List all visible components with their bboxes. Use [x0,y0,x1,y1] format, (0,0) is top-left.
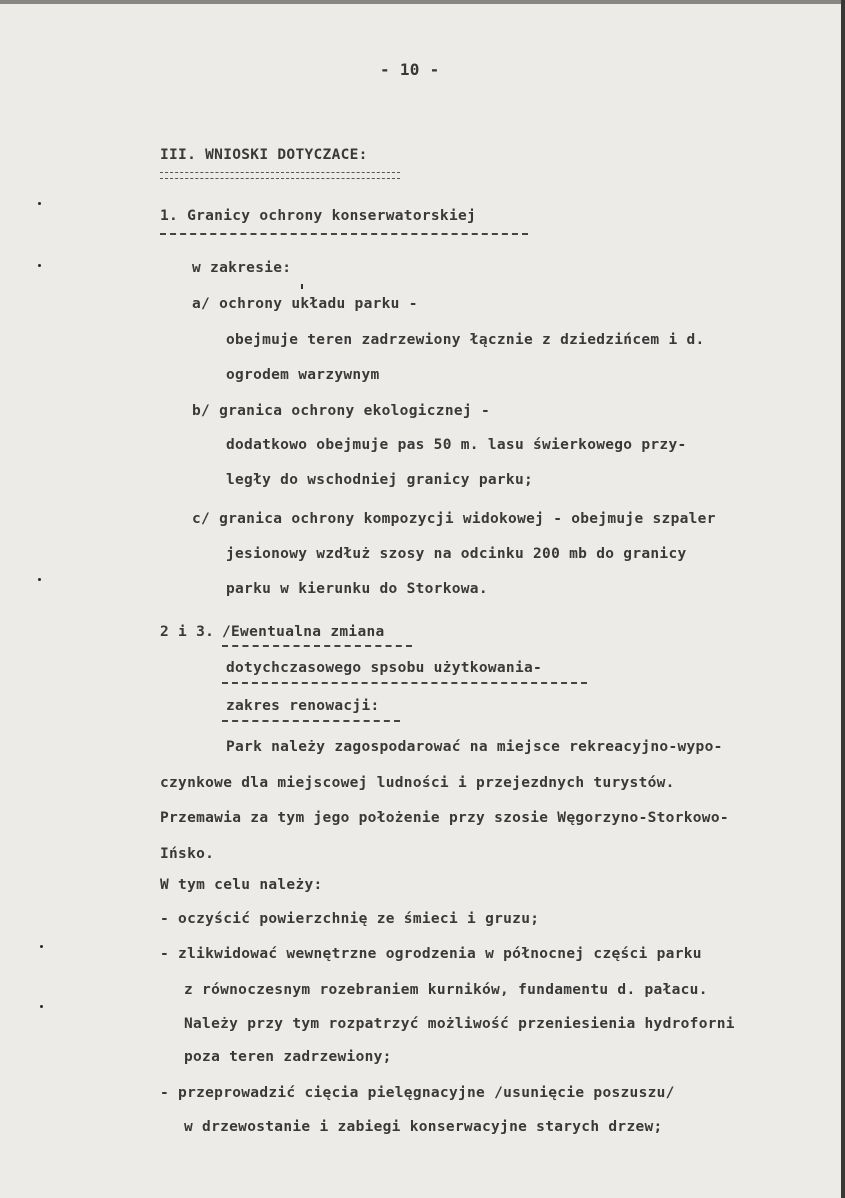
item-a-line2: ogrodem warzywnym [226,367,380,383]
section2-underline3 [222,720,400,722]
scan-edge-top [0,0,845,4]
section2-underline1 [222,645,412,647]
section2-title-line2: dotychczasowego spsobu użytkowania- [226,660,543,676]
bullet2-line4: poza teren zadrzewiony; [184,1049,392,1065]
item-b-label: b/ granica ochrony ekologicznej - [192,403,490,419]
heading-double-underline [160,172,400,179]
item-b-line2: legły do wschodniej granicy parku; [226,472,534,488]
bullet2-line3: Należy przy tym rozpatrzyć możliwość przeniesienia hydroforni [184,1016,735,1032]
item-a-line1: obejmuje teren zadrzewiony łącznie z dziedzińcem i d. [226,332,705,348]
section-heading: III. WNIOSKI DOTYCZACE: [160,147,368,163]
item-c-line2: parku w kierunku do Storkowa. [226,581,488,597]
section2-title-line3: zakres renowacji: [226,698,380,714]
margin-mark [38,202,41,205]
paragraph-line1: Park należy zagospodarować na miejsce rekreacyjno-wypo- [226,739,723,755]
margin-mark [40,1005,43,1008]
section2-number: 2 i 3. [160,624,215,640]
item-b-line1: dodatkowo obejmuje pas 50 m. lasu świerkowego przy- [226,437,687,453]
bullet3-line2: w drzewostanie i zabiegi konserwacyjne starych drzew; [184,1119,663,1135]
margin-mark [38,578,41,581]
paragraph-line4: Ińsko. [160,846,215,862]
section1-intro: w zakresie: [192,260,292,276]
section2-intro: W tym celu należy: [160,877,323,893]
section2-title-line1: /Ewentualna zmiana [222,624,385,640]
ink-mark [301,284,303,289]
bullet2-line1: - zlikwidować wewnętrzne ogrodzenia w północnej części parku [160,946,702,962]
bullet1-line1: - oczyścić powierzchnię ze śmieci i gruzu; [160,911,540,927]
section1-underline [160,233,528,235]
paragraph-line2: czynkowe dla miejscowej ludności i przejezdnych turystów. [160,775,675,791]
paragraph-line3: Przemawia za tym jego położenie przy szosie Węgorzyno-Storkowo- [160,810,729,826]
scan-edge-right [841,0,845,1198]
item-c-label: c/ granica ochrony kompozycji widokowej - obejmuje szpaler [192,511,716,527]
section1-title: 1. Granicy ochrony konserwatorskiej [160,208,477,224]
item-a-label: a/ ochrony układu parku - [192,296,418,312]
margin-mark [40,945,43,948]
section2-underline2 [222,682,587,684]
bullet2-line2: z równoczesnym rozebraniem kurników, fundamentu d. pałacu. [184,982,708,998]
margin-mark [38,264,41,267]
bullet3-line1: - przeprowadzić cięcia pielęgnacyjne /usunięcie poszuszu/ [160,1085,675,1101]
item-c-line1: jesionowy wzdłuż szosy na odcinku 200 mb do granicy [226,546,687,562]
page-number: - 10 - [380,60,440,79]
